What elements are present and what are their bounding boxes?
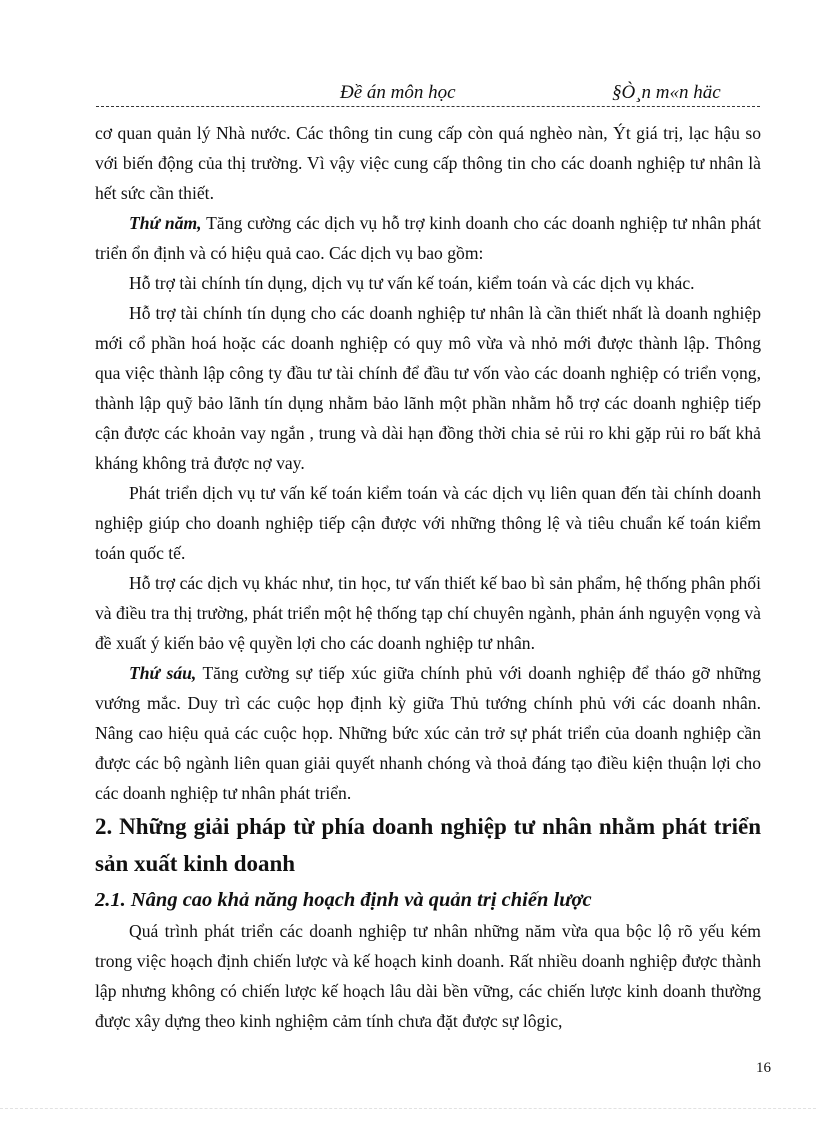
paragraph-fifth-text: Tăng cường các dịch vụ hỗ trợ kinh doanh cho các doanh nghiệp tư nhân phát triển ổn định và có hiệu quả cao. Các dịch vụ bao gồm: (95, 213, 761, 263)
lead-sixth: Thứ sáu, (129, 663, 197, 683)
paragraph: Quá trình phát triển các doanh nghiệp tư nhân những năm vừa qua bộc lộ rõ yếu kém trong việc hoạch định chiến lược và kế hoạch kinh doanh. Rất nhiều doanh nghiệp được thành lập nhưng không có chiến lược kế hoạch lâu dài bền vững, các chiến lược kinh doanh thường được xây dựng theo kinh nghiệm cảm tính chưa đặt được sự lôgic, (95, 921, 761, 1031)
lead-fifth: Thứ năm, (129, 213, 202, 233)
paragraph: Hỗ trợ tài chính tín dụng, dịch vụ tư vấn kế toán, kiểm toán và các dịch vụ khác. (129, 273, 695, 293)
header-title-garbled: §Ò¸n m«n häc (612, 82, 721, 103)
section-heading: 2. Những giải pháp từ phía doanh nghiệp tư nhân nhằm phát triển sản xuất kinh doanh (95, 814, 761, 876)
paragraph-continuation: cơ quan quản lý Nhà nước. Các thông tin cung cấp còn quá nghèo nàn, Ýt giá trị, lạc hậu so với biến động của thị trường. Vì vậy việc cung cấp thông tin cho các doanh nghiệp tư nhân là hết sức cần thiết. (95, 123, 761, 203)
paragraph-fifth (95, 208, 761, 268)
document-body (95, 118, 761, 1036)
paragraph: Phát triển dịch vụ tư vấn kế toán kiểm toán và các dịch vụ liên quan đến tài chính doanh nghiệp giúp cho doanh nghiệp tiếp cận được với những thông lệ và tiêu chuẩn kế toán kiểm toán quốc tế. (95, 483, 761, 563)
paragraph-sixth (95, 658, 761, 808)
page-bottom-border (0, 1108, 816, 1109)
subsection-heading: 2.1. Nâng cao khả năng hoạch định và quản trị chiến lược (95, 889, 592, 911)
paragraph-sixth-text: Tăng cường sự tiếp xúc giữa chính phủ với doanh nghiệp để tháo gỡ những vướng mắc. Duy trì các cuộc họp định kỳ giữa Thủ tướng chính phủ với các doanh nhân. Nâng cao hiệu quả các cuộc họp. Những bức xúc cản trở sự phát triển của doanh nghiệp cần được các bộ ngành liên quan giải quyết nhanh chóng và thoả đáng tạo điều kiện thuận lợi cho các doanh nghiệp tư nhân phát triển. (95, 663, 761, 803)
page-number: 16 (756, 1060, 771, 1076)
header-divider (96, 106, 760, 107)
paragraph: Hỗ trợ tài chính tín dụng cho các doanh nghiệp tư nhân là cần thiết nhất là doanh nghiệp mới cổ phần hoá hoặc các doanh nghiệp có quy mô vừa và nhỏ mới được thành lập. Thông qua việc thành lập công ty đầu tư tài chính để đầu tư vốn vào các doanh nghiệp có triển vọng, thành lập quỹ bảo lãnh tín dụng nhằm bảo lãnh một phần nhằm hỗ trợ các doanh nghiệp tiếp cận được các khoản vay ngắn , trung và dài hạn đồng thời chia sẻ rủi ro khi gặp rủi ro bất khả kháng không trả được nợ vay. (95, 303, 761, 473)
header-title: Đề án môn học (340, 82, 456, 103)
paragraph: Hỗ trợ các dịch vụ khác như, tin học, tư vấn thiết kế bao bì sản phẩm, hệ thống phân phối và điều tra thị trường, phát triển một hệ thống tạp chí chuyên ngành, phản ánh nguyện vọng và đề xuất ý kiến bảo vệ quyền lợi cho các doanh nghiệp tư nhân. (95, 573, 761, 653)
